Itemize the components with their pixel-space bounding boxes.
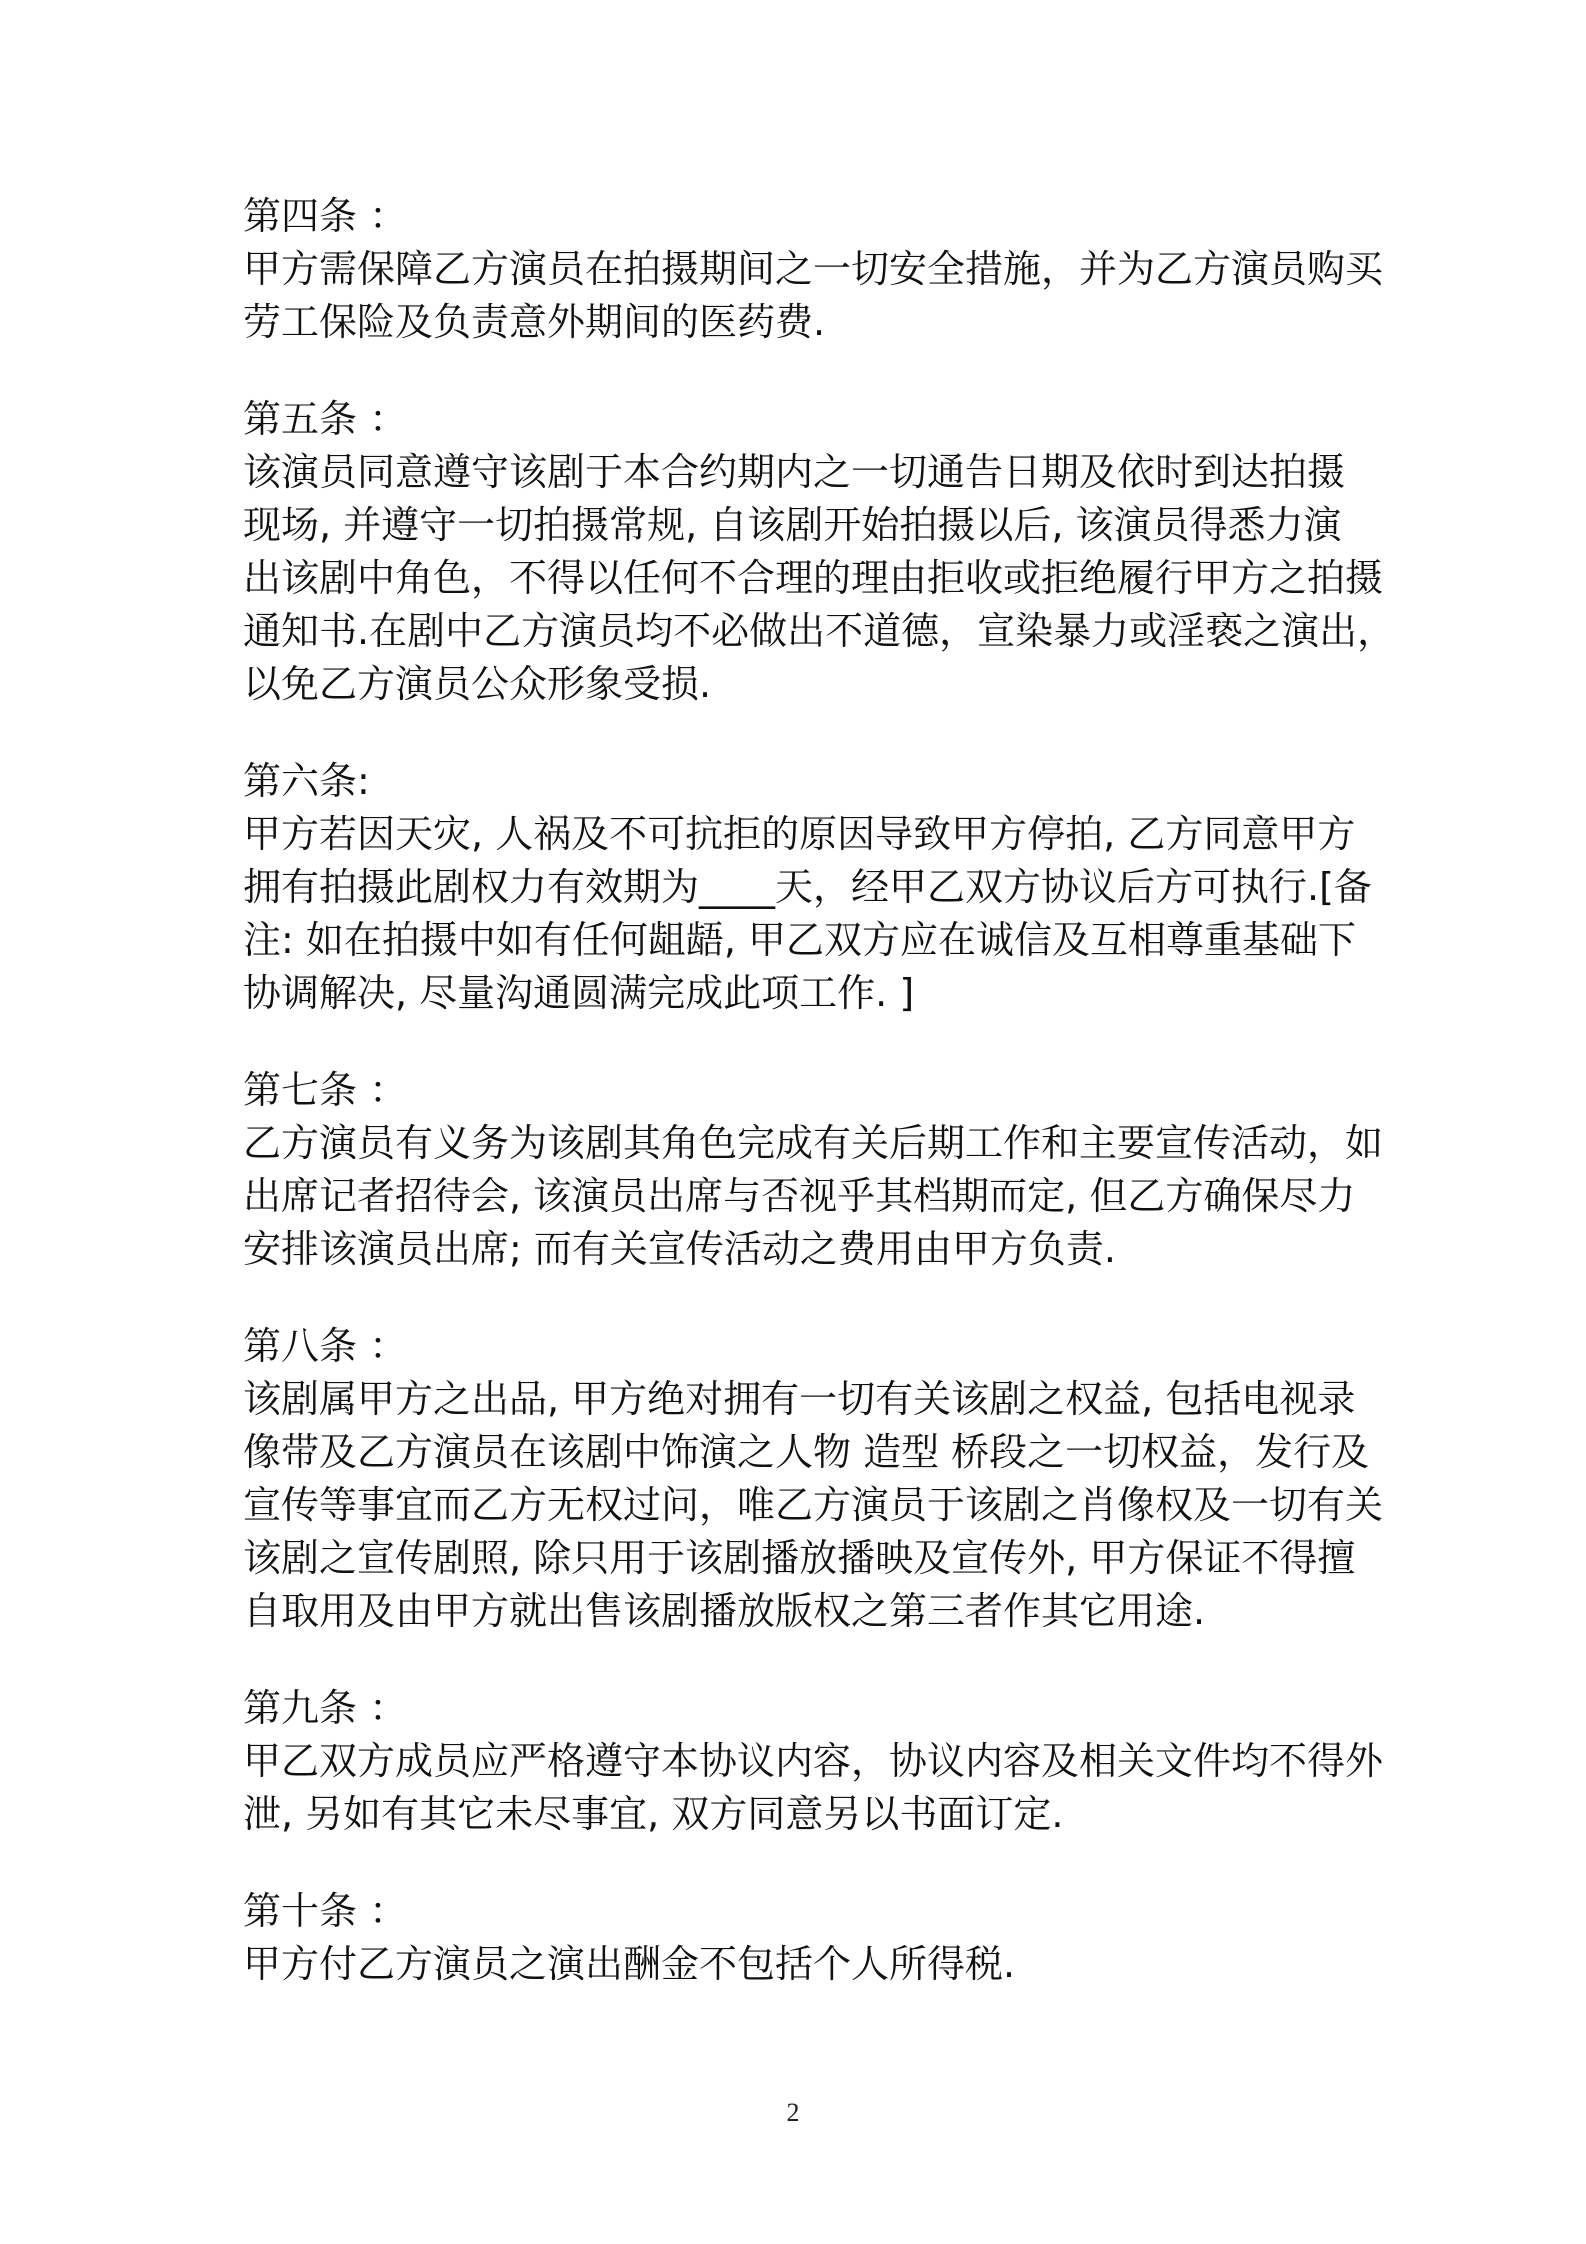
contract-article [243,1682,1384,1841]
contract-article [243,190,1384,349]
contract-article [243,1885,1363,1991]
article-text-line: 甲方付乙方演员之演出酬金不包括个人所得税. [243,1942,1016,1986]
contract-article [243,755,1372,1020]
article-text-line: 出席记者招待会, 该演员出席与否视乎其档期而定, 但乙方确保尽力 [243,1174,1356,1218]
article-text-line: 安排该演员出席; 而有关宣传活动之费用由甲方负责. [243,1227,1116,1271]
page-number: 2 [786,2098,800,2127]
article-text-line: 甲乙双方成员应严格遵守本协议内容，协议内容及相关文件均不得外 [243,1739,1384,1783]
article-text-line: 泄, 另如有其它未尽事宜, 双方同意另以书面订定. [243,1792,1064,1836]
article-text-line: 甲方需保障乙方演员在拍摄期间之一切安全措施，并为乙方演员购买 [243,247,1384,291]
article-text-line: 宣传等事宜而乙方无权过问，唯乙方演员于该剧之肖像权及一切有关 [243,1483,1384,1527]
contract-body [243,190,1396,2035]
article-title: 第六条: [243,759,370,803]
article-text-line: 自取用及由甲方就出售该剧播放版权之第三者作其它用途. [243,1589,1206,1633]
article-text-line: 注: 如在拍摄中如有任何龃龉, 甲乙双方应在诚信及互相尊重基础下 [243,918,1357,962]
article-text-line: 现场, 并遵守一切拍摄常规, 自该剧开始拍摄以后, 该演员得悉力演 [243,503,1342,547]
article-title: 第七条 ： [243,1068,408,1112]
article-title: 第四条 ： [243,194,408,238]
article-title: 第十条 ： [243,1889,408,1933]
contract-article [243,393,1396,711]
article-title: 第八条 ： [243,1324,408,1368]
article-text-line: 通知书.在剧中乙方演员均不必做出不道德，宣染暴力或淫亵之演出， [243,609,1396,653]
article-text-line: 像带及乙方演员在该剧中饰演之人物 造型 桥段之一切权益，发行及 [243,1430,1370,1474]
article-text-line: 该剧之宣传剧照, 除只用于该剧播放播映及宣传外, 甲方保证不得擅 [243,1536,1356,1580]
article-title: 第五条 ： [243,397,408,441]
article-text-line: 乙方演员有义务为该剧其角色完成有关后期工作和主要宣传活动，如 [243,1121,1384,1165]
contract-article [243,1320,1384,1638]
article-text-line: 出该剧中角色，不得以任何不合理的理由拒收或拒绝履行甲方之拍摄 [243,556,1384,600]
contract-article [243,1064,1384,1276]
article-text-line: 劳工保险及负责意外期间的医药费. [243,300,826,344]
article-text-line: 以免乙方演员公众形象受损. [243,662,712,706]
article-text-line: 拥有拍摄此剧权力有效期为____天，经甲乙双方协议后方可执行.[备 [243,865,1372,909]
article-title: 第九条 ： [243,1686,408,1730]
article-text-line: 该演员同意遵守该剧于本合约期内之一切通告日期及依时到达拍摄 [243,450,1346,494]
article-text-line: 甲方若因天灾, 人祸及不可抗拒的原因导致甲方停拍, 乙方同意甲方 [243,812,1356,856]
article-text-line: 该剧属甲方之出品, 甲方绝对拥有一切有关该剧之权益, 包括电视录 [243,1377,1356,1421]
article-text-line: 协调解决, 尽量沟通圆满完成此项工作. ] [243,971,915,1015]
